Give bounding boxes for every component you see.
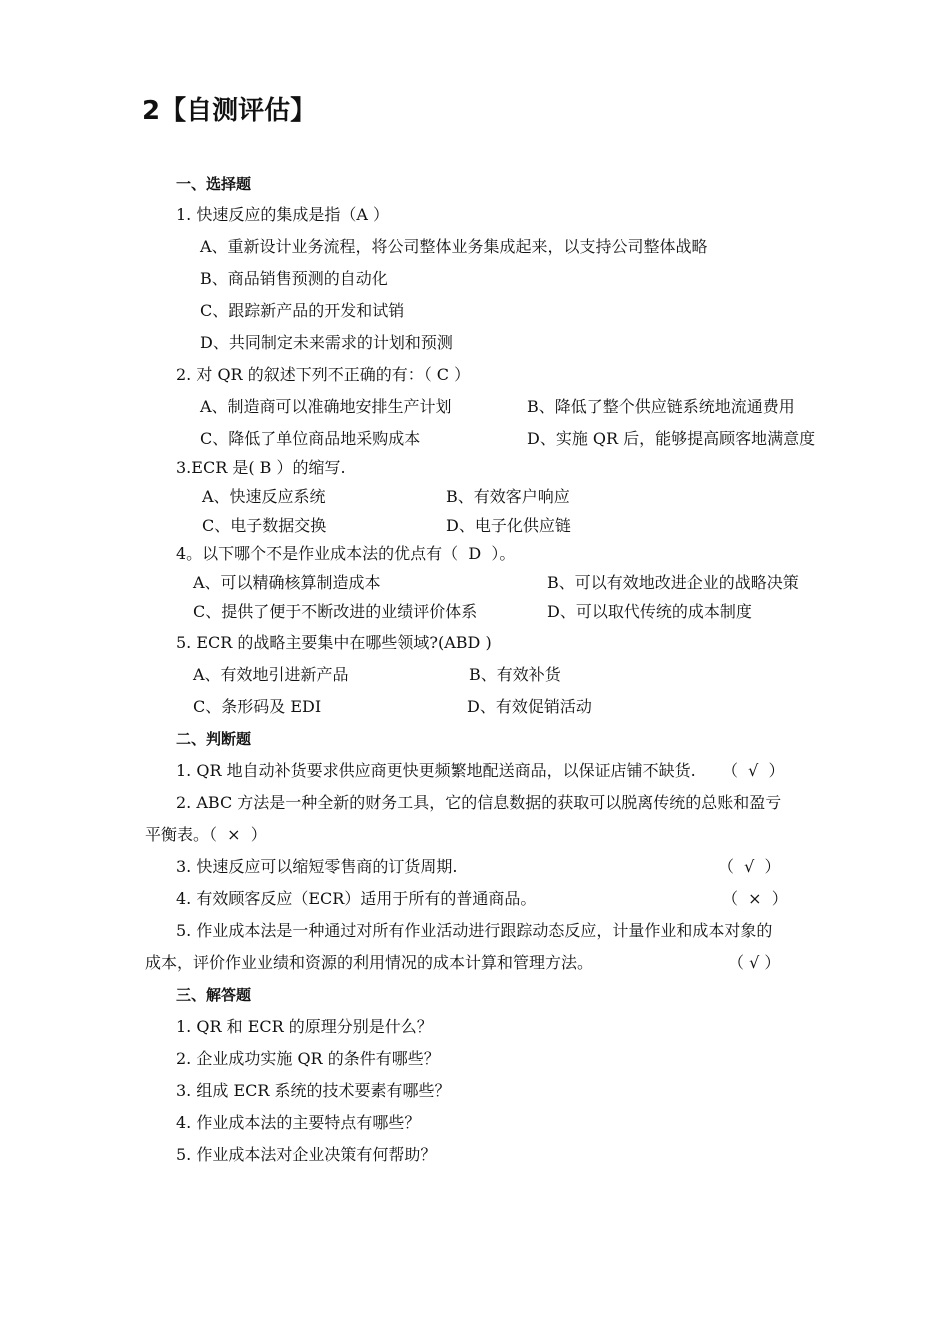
answer-question-2: 2. 企业成功实施 QR 的条件有哪些？ [176, 1049, 440, 1068]
q3-option-d: D、电子化供应链 [446, 516, 571, 535]
section-heading-judgement: 二、判断题 [176, 730, 252, 748]
page-title: 2【自测评估】 [142, 96, 317, 126]
q3-option-a: A、快速反应系统 [202, 487, 326, 506]
q4-option-b: B、可以有效地改进企业的战略决策 [547, 573, 799, 592]
q4-option-d: D、可以取代传统的成本制度 [547, 602, 752, 621]
question-3: 3.ECR 是( B ）的缩写. [176, 458, 346, 477]
judgement-2-line1: 2. ABC 方法是一种全新的财务工具，它的信息数据的获取可以脱离传统的总账和盈亏 [176, 793, 782, 812]
question-5: 5. ECR 的战略主要集中在哪些领域?(ABD ) [176, 633, 492, 652]
q4-option-c: C、提供了便于不断改进的业绩评价体系 [193, 602, 478, 621]
q4-option-a: A、可以精确核算制造成本 [193, 573, 381, 592]
q5-option-a: A、有效地引进新产品 [193, 665, 349, 684]
q5-option-c: C、条形码及 EDI [193, 697, 322, 716]
q3-option-c: C、电子数据交换 [202, 516, 327, 535]
q5-option-d: D、有效促销活动 [467, 697, 592, 716]
question-1: 1. 快速反应的集成是指（A ） [176, 205, 389, 224]
q2-option-b: B、降低了整个供应链系统地流通费用 [527, 397, 795, 416]
q1-option-b: B、商品销售预测的自动化 [200, 269, 388, 288]
question-2: 2. 对 QR 的叙述下列不正确的有：（ C ） [176, 365, 471, 384]
q5-option-b: B、有效补货 [469, 665, 561, 684]
answer-question-3: 3. 组成 ECR 系统的技术要素有哪些？ [176, 1081, 451, 1100]
judgement-5-line1: 5. 作业成本法是一种通过对所有作业活动进行跟踪动态反应，计量作业和成本对象的 [176, 921, 773, 940]
q2-option-d: D、实施 QR 后，能够提高顾客地满意度 [527, 429, 816, 448]
judgement-2-line2: 平衡表。（ × ） [145, 825, 267, 844]
section-heading-answer: 三、解答题 [176, 986, 252, 1004]
judgement-5-line2: 成本，评价作业业绩和资源的利用情况的成本计算和管理方法。 [145, 953, 594, 972]
judgement-1: 1. QR 地自动补货要求供应商更快更频繁地配送商品，以保证店铺不缺货. [176, 761, 696, 780]
judgement-1-mark: （ √ ） [722, 761, 785, 780]
q1-option-d: D、共同制定未来需求的计划和预测 [200, 333, 453, 352]
q2-option-c: C、降低了单位商品地采购成本 [200, 429, 421, 448]
answer-question-4: 4. 作业成本法的主要特点有哪些？ [176, 1113, 421, 1132]
answer-question-5: 5. 作业成本法对企业决策有何帮助？ [176, 1145, 437, 1164]
answer-question-1: 1. QR 和 ECR 的原理分别是什么？ [176, 1017, 433, 1036]
question-4: 4。以下哪个不是作业成本法的优点有（ D ）。 [176, 544, 516, 563]
judgement-3-mark: （ √ ） [718, 857, 781, 876]
q2-option-a: A、制造商可以准确地安排生产计划 [200, 397, 452, 416]
judgement-3: 3. 快速反应可以缩短零售商的订货周期. [176, 857, 458, 876]
judgement-5-mark: （ √ ） [728, 953, 781, 972]
q3-option-b: B、有效客户响应 [446, 487, 570, 506]
q1-option-c: C、跟踪新产品的开发和试销 [200, 301, 405, 320]
judgement-4-mark: （ × ） [722, 889, 788, 908]
section-heading-choice: 一、选择题 [176, 175, 252, 193]
q1-option-a: A、重新设计业务流程，将公司整体业务集成起来，以支持公司整体战略 [200, 237, 708, 256]
judgement-4: 4. 有效顾客反应（ECR）适用于所有的普通商品。 [176, 889, 537, 908]
